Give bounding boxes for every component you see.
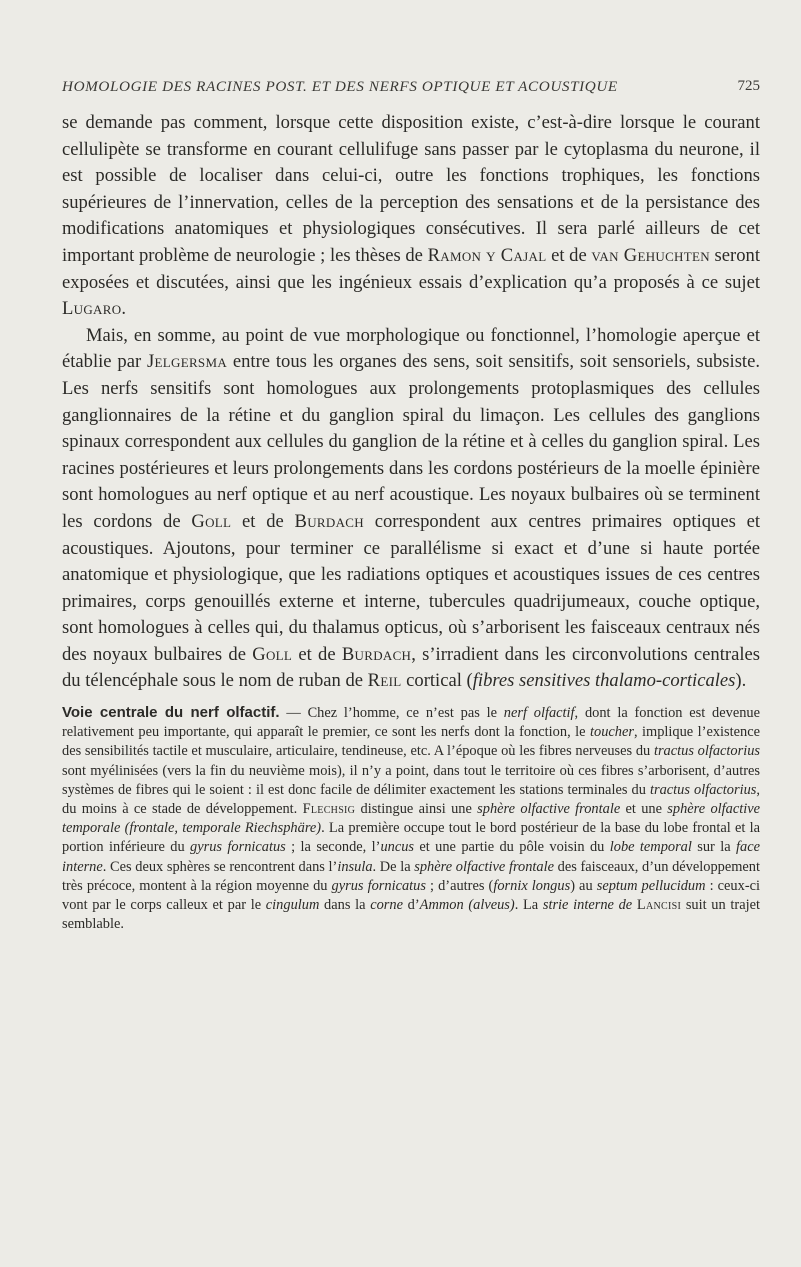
text-run: et de	[231, 510, 295, 532]
italic-term: Ammon (alveus)	[419, 897, 515, 914]
text-run: — Chez l’homme, ce n’est pas le	[279, 705, 504, 722]
italic-term: fornix longus	[493, 877, 571, 894]
italic-term: gyrus fornicatus	[190, 839, 286, 856]
text-run: Mais, en somme, au point de vue morphologique ou fonctionnel, l’homologie aperçue et établie par	[62, 324, 760, 373]
text-run: . La première occupe tout le bord postérieur de la base du lobe frontal et la portion inférieure du	[62, 820, 760, 856]
italic-term: toucher	[590, 724, 634, 741]
italic-term: tractus olfactorius	[649, 781, 757, 798]
text-run: sont myélinisées (vers la fin du neuvième mois), il n’y a point, dans tout le territoire où ces fibres s’arborisent, d’autres systèmes de fibres qui le soient : il est donc facile de délimiter exactement les stations terminales du	[62, 762, 760, 798]
text-run: suit un trajet semblable.	[62, 897, 760, 933]
text-run: , s’irradient dans les circonvolutions centrales du télencéphale sous le nom de ruban de	[62, 643, 760, 692]
author-name: Ramon y Cajal	[427, 244, 547, 266]
text-run: d’	[402, 897, 420, 914]
text-run: se demande pas comment, lorsque cette disposition existe, c’est-à-dire lorsque le courant cellulipète se transforme en courant cellulifuge sans passer par le cytoplasma du neurone, il est possible de localiser dans celui-ci, outre les fonctions trophiques, les fonctions supérieures de l’innervation, celles de la perception des sensations et de la persistance des modifications anatomiques et physiologiques consécutives. Il sera parlé ailleurs de cet important problème de neurologie ; les thèses de	[62, 112, 760, 266]
author-name: Reil	[367, 670, 402, 692]
page-number: 725	[737, 78, 760, 94]
text-run: ; la seconde, l’	[285, 839, 381, 856]
text-run: et de	[546, 244, 592, 266]
italic-term: gyrus fornicatus	[331, 877, 426, 894]
italic-term: nerf olfactif	[503, 705, 575, 722]
author-name: Goll	[252, 643, 293, 665]
italic-term: sphère olfactive frontale	[477, 801, 621, 818]
text-run: distingue ainsi une	[355, 801, 478, 818]
author-name: Flechsig	[302, 801, 356, 818]
italic-term: sphère olfactive temporale (frontale, temporale Riechsphäre)	[62, 801, 760, 837]
text-run: correspondent aux centres primaires optiques et acoustiques. Ajoutons, pour terminer ce parallélisme si exact et d’une si haute portée anatomique et physiologique, que les radiations optiques et acoustiques issues de ces centres primaires, corps genouillés externe et interne, tubercules quadrijumeaux, couche optique, sont homologues à celles qui, du thalamus opticus, où s’arborisent les faisceaux centraux nés des noyaux bulbaires de	[62, 510, 760, 665]
italic-term: septum pellucidum	[596, 877, 706, 894]
text-run: ).	[735, 670, 747, 692]
italic-term: cingulum	[265, 897, 320, 914]
italic-term: lobe temporal	[609, 839, 692, 856]
author-name: Lugaro	[62, 298, 122, 320]
text-run: et une	[620, 801, 668, 818]
section-heading: Voie centrale du nerf olfactif.	[62, 704, 280, 722]
italic-term: tractus olfactorius	[653, 743, 761, 760]
italic-term: sphère olfactive frontale	[414, 858, 554, 875]
paragraph-olfactory-pathway	[62, 703, 760, 934]
italic-term: face interne	[62, 839, 760, 875]
text-run: et de	[292, 643, 342, 665]
text-run: ) au	[570, 877, 597, 894]
text-run: et une partie du pôle voisin du	[414, 839, 610, 856]
text-run: : ceux-ci vont par le corps calleux et par le	[62, 877, 761, 914]
author-name: Burdach	[294, 510, 364, 532]
running-title: HOMOLOGIE DES RACINES POST. ET DES NERFS OPTIQUE ET ACOUSTIQUE	[62, 78, 618, 95]
text-run: cortical (	[401, 670, 473, 692]
text-run: dans la	[319, 897, 371, 914]
italic-term: corne	[370, 897, 403, 914]
italic-term: strie interne de	[542, 897, 633, 914]
text-run: , du moins à ce stade de développement.	[62, 781, 760, 818]
text-run: . De la	[372, 858, 415, 875]
text-run: entre tous les organes des sens, soit sensitifs, soit sensoriels, subsiste. Les nerfs sensitifs sont homologues aux prolongements protoplasmiques des cellules ganglionnaires de la rétine et du ganglion spiral du limaçon. Les cellules des ganglions spinaux correspondent aux cellules du ganglion de la rétine et à celles du ganglion spiral. Les racines postérieures et leurs prolongements dans les cordons postérieurs de la moelle épinière sont homologues au nerf optique et au nerf acoustique. Les noyaux bulbaires où se terminent les cordons de	[62, 351, 761, 532]
text-run: . La	[514, 897, 543, 914]
author-name: Lancisi	[636, 897, 682, 914]
text-run: .	[121, 298, 127, 320]
author-name: Jelgersma	[147, 351, 228, 373]
author-name: van Gehuchten	[591, 244, 710, 266]
text-run: . Ces deux sphères se rencontrent dans l’	[102, 858, 338, 875]
italic-term: insula	[337, 858, 373, 875]
text-run: sur la	[691, 839, 736, 856]
author-name: Burdach	[341, 643, 412, 665]
paragraph-homology-intro	[62, 110, 760, 323]
author-name: Goll	[191, 510, 232, 532]
text-run: , dont la fonction est devenue relativement peu importante, qui apparaît le premier, ce sont les nerfs dont la fonction, le	[62, 705, 760, 741]
italic-term: uncus	[380, 839, 415, 856]
text-run: ; d’autres (	[425, 877, 494, 894]
italic-term: fibres sensitives thalamo-corticales	[472, 670, 736, 692]
page-header	[62, 78, 760, 100]
body-text	[62, 110, 760, 935]
paragraph-homology-summary	[62, 323, 760, 695]
text-run: , implique l’existence des sensibilités tactile et musculaire, articulaire, tendineuse, etc. A l’époque où les fibres nerveuses du	[62, 724, 760, 760]
text-run: des faisceaux, d’un développement très précoce, montent à la région moyenne du	[62, 858, 760, 894]
text-run: seront exposées et discutées, ainsi que les ingénieux essais d’explication qu’a proposés à ce sujet	[62, 244, 760, 293]
